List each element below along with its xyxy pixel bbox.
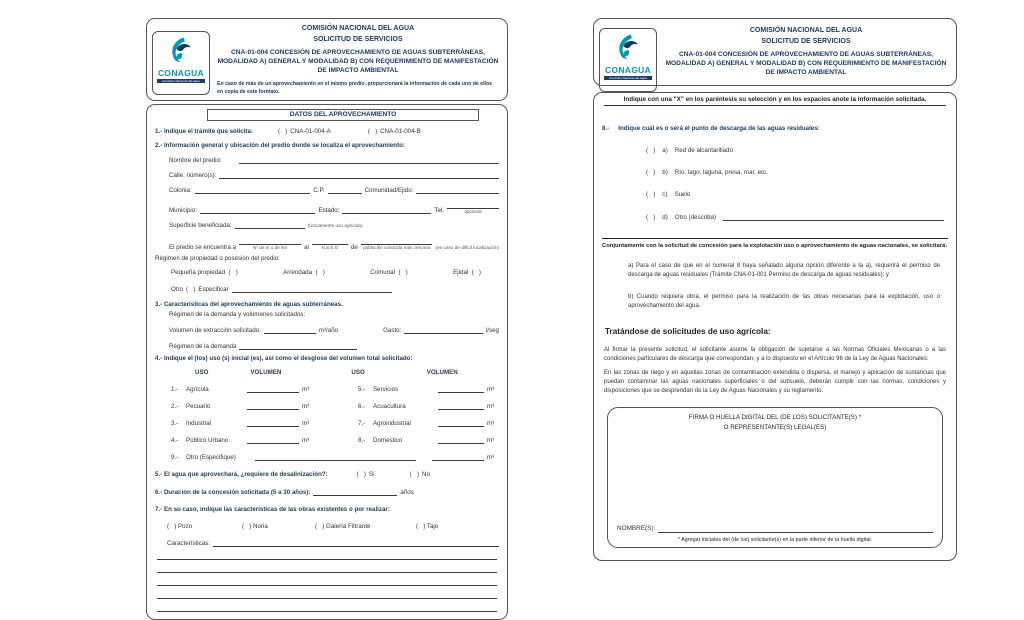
use-industrial-volume-line[interactable] (247, 419, 299, 427)
superficie-input-line[interactable] (235, 221, 305, 229)
q8-c-letter: c) (662, 191, 668, 199)
checkbox-tajo[interactable]: ( ) (416, 522, 426, 530)
caracteristicas-blank-line-5[interactable] (157, 599, 497, 612)
use-publico-urbano-label: Público Urbano (186, 436, 229, 444)
field-nombre-predio (169, 156, 499, 164)
use-acuacultura-label: Acuacultura (373, 402, 406, 410)
signature-box (607, 407, 943, 548)
col-uso-2: USO (351, 368, 365, 376)
checkbox-otro[interactable]: ( ) (186, 285, 196, 293)
use-num: 1.- (171, 385, 179, 393)
use-otro-describe-line[interactable] (255, 453, 416, 461)
use-row-4-8 (155, 436, 499, 444)
signature-title-line1: FIRMA O HUELLA DIGITAL DEL (DE LOS) SOLICITANTE(S) * (688, 413, 862, 421)
predio-orientacion-line[interactable] (312, 237, 348, 245)
q3-sub-label: Régimen de la demanda y volúmenes solicitados: (169, 310, 306, 318)
q3-sub-row (169, 311, 499, 318)
form-page-1 (146, 18, 508, 620)
copy-note: En caso de más de un aprovechamiento en el mismo predio, proporcionará la información de cada uno de ellos en copia de este formato. (217, 81, 493, 95)
q8-heading-row (602, 125, 948, 132)
use-pecuario-label: Pecuario (186, 402, 211, 410)
checkbox-comunal[interactable]: ( ) (398, 268, 408, 276)
conagua-logo (152, 31, 210, 95)
calle-input-line[interactable] (219, 171, 499, 179)
use-agricola-label: Agrícola (186, 385, 209, 393)
q8-a-letter: a) (662, 147, 668, 155)
volumen-gasto-row (169, 326, 499, 334)
section-divider (602, 238, 948, 239)
service-title: SOLICITUD DE SERVICIOS (313, 35, 403, 43)
agency-title: COMISIÓN NACIONAL DEL AGUA (749, 27, 863, 34)
use-pecuario-volume-line[interactable] (247, 402, 299, 410)
signature-footnote: * Agregar iniciales del (de los) solicitante(s) en la parte inferior de la huella digital. (677, 536, 873, 543)
estado-input-line[interactable] (342, 206, 431, 214)
tel-optional-caption: opcional (464, 208, 482, 214)
conagua-eagle-water-icon (166, 35, 196, 67)
tel-label: Tel. (434, 207, 444, 215)
use-num: 5.- (358, 385, 366, 393)
requisito-b: b) Cuando requiera obra, el permiso para la realización de las obras necesarias para la explotación, uso o aprovechamiento del agua. (628, 294, 940, 310)
gasto-label: Gasto: (383, 326, 402, 334)
unit-m3: m³ (487, 453, 495, 461)
nombre-label: NOMBRE(S): (617, 524, 656, 532)
predio-poblacion-line[interactable] (361, 237, 433, 245)
especificar-label: Especificar (198, 285, 229, 293)
use-industrial-label: Industrial (186, 419, 212, 427)
checkbox-suelo[interactable]: ( ) (646, 191, 656, 199)
opt-otro-label: Otro (171, 285, 184, 293)
checkbox-pequena-propiedad[interactable]: ( ) (228, 268, 238, 276)
use-domestico-volume-line[interactable] (438, 436, 484, 444)
checkbox-ejidal[interactable]: ( ) (471, 268, 481, 276)
checkbox-otro-descarga[interactable]: ( ) (646, 214, 656, 222)
opt-tajo-label: Tajo (426, 522, 439, 530)
use-servicios-label: Servicios (373, 385, 399, 393)
q8-label: Indique cuál es o será el punto de descarga de las aguas residuales: (618, 125, 820, 133)
field-calle (169, 171, 499, 179)
use-otro-volume-line[interactable] (432, 453, 484, 461)
volumen-unit: m³/año (318, 326, 339, 334)
caracteristicas-input-line[interactable] (213, 539, 499, 547)
agricola-section-title: Tratándose de solicitudes de uso agrícola: (605, 327, 771, 337)
q8-number: 8.- (602, 125, 610, 133)
service-title: SOLICITUD DE SERVICIOS (761, 37, 851, 45)
checkbox-pozo[interactable]: ( ) (167, 522, 177, 530)
q8-b-label: Río, lago, laguna, presa, mar, etc. (674, 169, 768, 177)
agricola-paragraph-2: En las zonas de riego y en aquellas zonas de contaminación extendida o dispersa, el manejo y aplicación de sustancias que puedan contaminar las aguas nacionales superficiales o del subsuelo, deberán cumplir con las normas, condiciones y disposiciones que se desprendan de la Ley de Aguas Nacionales y su reglamento. (604, 369, 946, 394)
unit-m3: m³ (487, 385, 495, 393)
regimen-otro-row (171, 285, 499, 293)
volumen-input-line[interactable] (264, 326, 316, 334)
q1-option-a-label: CNA-01-004-A (290, 127, 331, 135)
use-publico-urbano-volume-line[interactable] (247, 436, 299, 444)
superficie-caption: (Únicamente uso agrícola) (307, 223, 363, 229)
conagua-eagle-water-icon (613, 32, 643, 64)
regimen-propiedad-options (171, 269, 499, 276)
form-page-2 (593, 18, 957, 561)
regimen-demanda-row (169, 342, 499, 350)
agricola-paragraph-1: Al firmar la presente solicitud, el solicitante asume la obligación de sujetarse a las Normas Oficiales Mexicanas o a las condiciones particulares de descarga que correspondan, y a lo dispuesto en el Artículo 96 de la Ley de Aguas Nacionales: (604, 347, 946, 363)
use-acuacultura-volume-line[interactable] (438, 402, 484, 410)
opt-pequena-propiedad-label: Pequeña propiedad (171, 268, 226, 276)
opt-arrendada-label: Arrendada (283, 268, 313, 276)
cp-label: C.P. (313, 186, 325, 194)
municipio-input-line[interactable] (200, 206, 316, 214)
use-agroindustrial-label: Agroindustrial (373, 419, 411, 427)
page2-body (593, 92, 957, 561)
section-title-datos: DATOS DEL APROVECHAMIENTO (207, 109, 479, 121)
regimen-demanda-label: Régimen de la demanda (169, 342, 237, 350)
estado-label: Estado: (318, 207, 340, 215)
use-servicios-volume-line[interactable] (438, 385, 484, 393)
q6-row (155, 488, 499, 496)
q8-d-input-line[interactable] (723, 213, 944, 221)
unit-m3: m³ (487, 402, 495, 410)
q8-d-letter: d) (662, 214, 668, 222)
col-volumen-2: VOLUMEN (426, 368, 458, 376)
q7-label: 7.- En su caso, indique las características de las obras existentes o por realizar: (155, 505, 390, 513)
use-num: 2.- (171, 402, 179, 410)
comunidad-label: Comunidad/Ejido: (364, 186, 414, 194)
unit-m3: m³ (302, 402, 310, 410)
q8-option-c-row (646, 191, 944, 198)
checkbox-galeria-filtrante[interactable]: ( ) (315, 522, 325, 530)
q8-c-label: Suelo (674, 191, 691, 199)
predio-distancia-line[interactable] (239, 237, 301, 245)
q8-d-label: Otro (describa) (674, 214, 717, 222)
q7-heading-row (155, 506, 499, 513)
form-titles (664, 26, 948, 77)
volumen-label: Volumen de extracción solicitado: (169, 326, 261, 334)
checkbox-desalinizacion-si[interactable]: ( ) (356, 470, 366, 478)
use-num: 6.- (358, 402, 366, 410)
field-colonia-cp (169, 186, 499, 194)
regimen-propiedad-label: Régimen de propiedad o posesión del predio: (155, 254, 280, 262)
field-predio-ubicacion (169, 237, 499, 251)
form-titles (217, 24, 499, 96)
duracion-input-line[interactable] (313, 488, 397, 496)
checkbox-arrendada[interactable]: ( ) (315, 268, 325, 276)
logo-subtitle-bar: Comisión Nacional del Agua (604, 76, 652, 80)
caracteristicas-row (167, 539, 499, 547)
gasto-input-line[interactable] (404, 326, 483, 334)
checkbox-desalinizacion-no[interactable]: ( ) (409, 470, 420, 478)
unit-m3: m³ (302, 419, 310, 427)
col-volumen-1: VOLUMEN (250, 368, 282, 376)
signature-area[interactable] (617, 433, 933, 525)
use-num: 3.- (171, 419, 179, 427)
unit-m3: m³ (302, 436, 310, 444)
q6-label: 6.- Duración de la concesión solicitada (5 a 30 años): (155, 488, 311, 496)
regimen-demanda-input-line[interactable] (239, 342, 357, 350)
predio-al-label: al (304, 243, 309, 251)
caracteristicas-label: Características: (167, 539, 210, 547)
logo-wordmark: CONAGUA (157, 68, 204, 78)
nombre-predio-input-line[interactable] (239, 156, 499, 164)
checkbox-noria[interactable]: ( ) (242, 522, 252, 530)
signature-title-line2: O REPRESENTANTE(S) LEGAL(ES) (723, 423, 827, 431)
use-agricola-volume-line[interactable] (247, 385, 299, 393)
cp-input-line[interactable] (328, 186, 362, 194)
nombre-predio-label: Nombre del predio: (169, 156, 222, 164)
caracteristicas-blank-line-1[interactable] (157, 547, 497, 560)
use-otro-label: Otro (Especifique) (186, 453, 236, 461)
page2-header (593, 18, 957, 86)
opt-noria-label: Noria (253, 522, 268, 530)
field-superficie (169, 221, 499, 229)
colonia-label: Colonia: (169, 186, 192, 194)
logo-wordmark: CONAGUA (604, 65, 651, 75)
conagua-logo (599, 28, 657, 92)
opt-pozo-label: Pozo (178, 522, 193, 530)
use-row-9 (155, 453, 499, 461)
municipio-label: Municipio: (169, 207, 197, 215)
form-number-title: CNA-01-004 CONCESIÓN DE APROVECHAMIENTO DE AGUAS SUBTERRÁNEAS, MODALIDAD A) GENERAL Y MODALIDAD B) CON REQUERIMIENTO DE MANIFESTACIÓN DE IMPACTO AMBIENTAL (217, 48, 499, 75)
especificar-input-line[interactable] (232, 285, 392, 293)
caracteristicas-blank-line-4[interactable] (157, 586, 497, 599)
calle-label: Calle, número(s): (169, 171, 217, 179)
opt-galeria-label: Galería Filtrante (326, 522, 371, 530)
predio-label: El predio se encuentra a (169, 243, 237, 251)
q2-heading-row (155, 142, 499, 149)
gasto-unit: l/seg (485, 326, 499, 334)
opt-comunal-label: Comunal (370, 268, 395, 276)
colonia-input-line[interactable] (195, 186, 311, 194)
q1-row (155, 128, 499, 135)
unit-m3: m³ (302, 385, 310, 393)
nombre-input-line[interactable] (658, 525, 933, 533)
page1-body (146, 104, 508, 620)
use-agroindustrial-volume-line[interactable] (438, 419, 484, 427)
checkbox-cna-01-004-b[interactable]: ( ) (367, 127, 378, 135)
q5-row (155, 471, 499, 478)
q6-unit-label: años (400, 488, 414, 496)
instruction-banner: Indique con una "X" en los paréntesis su selección y en los espacios anote la información solicitada. (604, 96, 946, 106)
conjunta-statement: Conjuntamente con la solicitud de concesión para la explotación uso o aprovechamiento de aguas nacionales, se solicitará: (602, 243, 948, 250)
predio-note: (en caso de difícil localización) (435, 244, 499, 250)
logo-subtitle-bar: Comisión Nacional del Agua (157, 79, 205, 83)
nombre-row (617, 525, 933, 533)
regimen-propiedad-heading (155, 255, 499, 262)
q4-heading-row (155, 355, 499, 362)
requisito-a: a) Para el caso de que en el numeral 8 haya señalado alguna opción diferente a la a), requerirá el permiso de descarga de aguas residuales (Trámite CNA-01-001 Permiso de descarga de aguas residuales); y (628, 263, 940, 279)
q3-heading-row (155, 301, 499, 308)
use-row-3-7 (155, 419, 499, 427)
predio-poblacion-caption: población conocida más cercana (363, 245, 431, 251)
superficie-label: Superficie beneficiada: (169, 222, 232, 230)
checkbox-cna-01-004-a[interactable]: ( ) (278, 127, 288, 135)
q3-label: 3.- Características del aprovechamiento de aguas subterráneas. (155, 300, 343, 308)
q4-label: 4.- Indique el (los) uso (s) inicial (es), así como el desglose del volumen total solicitado: (155, 354, 413, 362)
q8-a-label: Red de alcantarillado (674, 147, 733, 155)
q5-no-label: No (422, 470, 430, 478)
use-domestico-label: Domestico (373, 436, 403, 444)
page1-header (146, 18, 508, 101)
q5-si-label: Sí (368, 470, 375, 478)
predio-orientacion-caption: N,S,E,O (321, 245, 339, 251)
q5-label: 5.- El agua que aprovechará, ¿requiere de desalinización?: (155, 470, 328, 478)
caracteristicas-blank-line-3[interactable] (157, 573, 497, 586)
field-municipio-estado-tel (169, 201, 499, 215)
use-num: 8.- (358, 436, 366, 444)
unit-m3: m³ (487, 436, 495, 444)
q1-option-b-label: CNA-01-004-B (380, 127, 421, 135)
tel-input-line[interactable] (447, 201, 499, 209)
q2-label: 2.- Información general y ubicación del predio donde se localiza el aprovechamiento: (155, 141, 405, 149)
predio-distancia-caption: Nº de m o de km (253, 245, 288, 251)
use-num: 9.- (171, 453, 179, 461)
q8-option-a-row (646, 147, 944, 154)
checkbox-rio-lago[interactable]: ( ) (646, 169, 656, 177)
q8-option-d-row (646, 213, 944, 221)
use-row-2-6 (155, 402, 499, 410)
predio-de-label: de (350, 243, 358, 251)
caracteristicas-blank-line-2[interactable] (157, 560, 497, 573)
q7-options-row (167, 523, 499, 530)
use-row-1-5 (155, 385, 499, 393)
form-number-title: CNA-01-004 CONCESIÓN DE APROVECHAMIENTO DE AGUAS SUBTERRÁNEAS, MODALIDAD A) GENERAL Y MODALIDAD B) CON REQUERIMIENTO DE MANIFESTACIÓN DE IMPACTO AMBIENTAL (665, 50, 947, 77)
q1-label: 1.- Indique el trámite que solicita: (155, 127, 253, 135)
q8-b-letter: b) (662, 169, 668, 177)
opt-ejidal-label: Ejidal (453, 268, 469, 276)
comunidad-input-line[interactable] (416, 186, 499, 194)
use-num: 7.- (358, 419, 366, 427)
agency-title: COMISIÓN NACIONAL DEL AGUA (301, 25, 415, 32)
use-num: 4.- (171, 436, 179, 444)
unit-m3: m³ (487, 419, 495, 427)
col-uso-1: USO (195, 368, 209, 376)
checkbox-red-alcantarillado[interactable]: ( ) (646, 147, 656, 155)
q8-option-b-row (646, 169, 944, 176)
uses-table-header (155, 369, 499, 376)
